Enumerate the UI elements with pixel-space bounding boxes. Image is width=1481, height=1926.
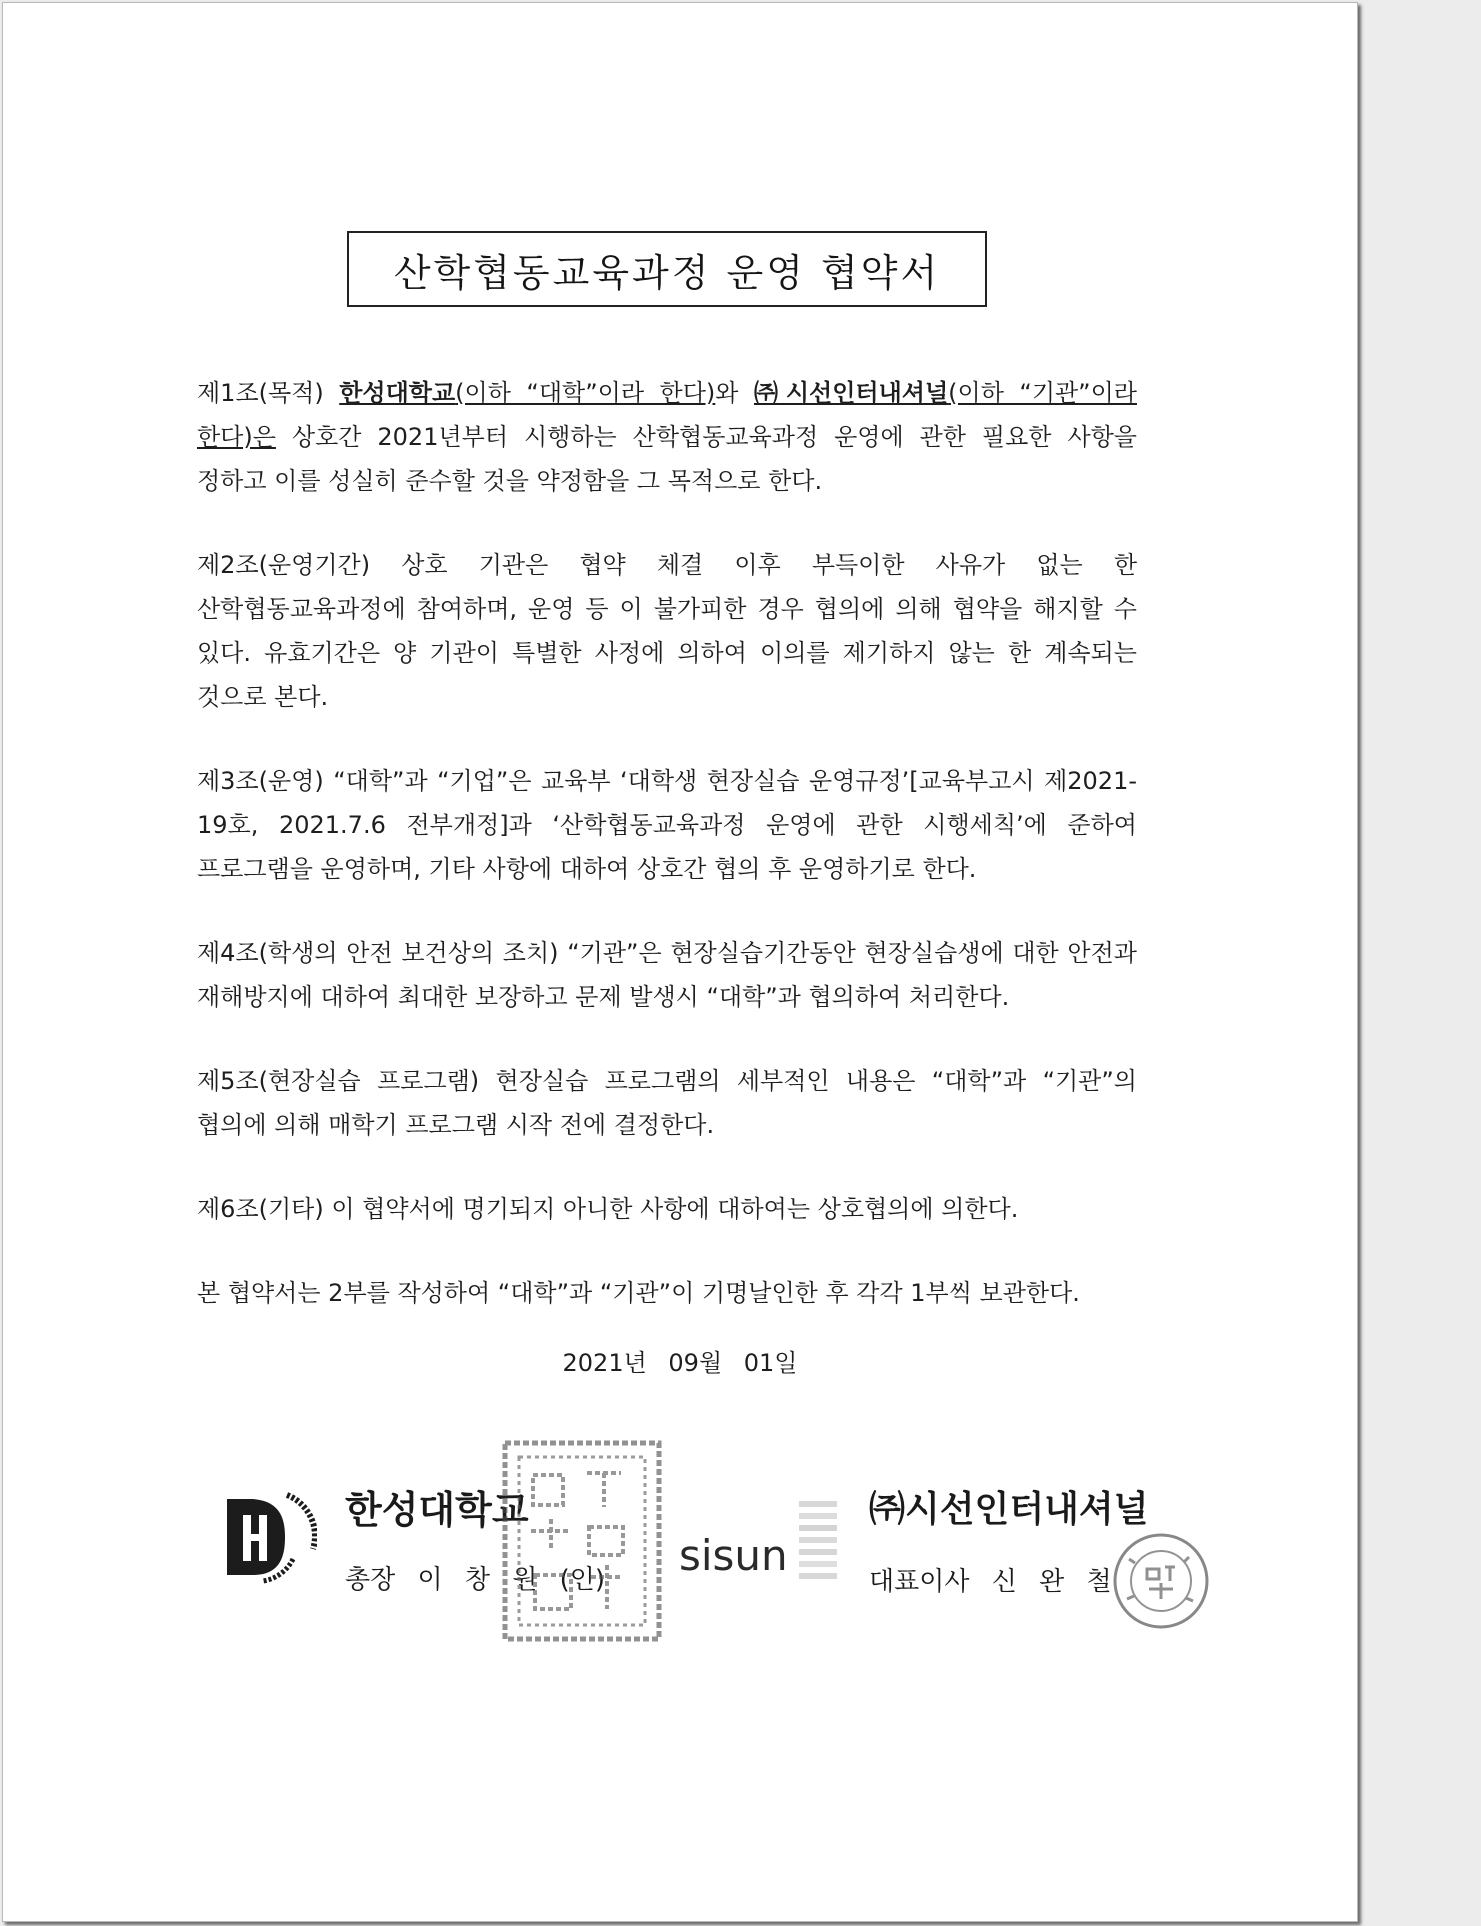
logo-stripe-decoration — [799, 1501, 837, 1583]
article-paragraph — [197, 931, 1137, 1019]
university-seal-stamp-icon — [497, 1435, 667, 1647]
article-paragraph — [197, 1271, 1137, 1315]
article-paragraph — [197, 371, 1137, 503]
article-paragraph — [197, 543, 1137, 719]
viewer-background-panel — [1369, 0, 1481, 1926]
university-representative: 총장 이 창 원 (인) — [345, 1565, 606, 1595]
article-paragraph — [197, 1187, 1137, 1231]
document-title-box — [347, 231, 987, 307]
hansung-university-logo-icon — [223, 1489, 317, 1585]
company-name: ㈜시선인터내셔널 — [869, 1489, 1149, 1530]
article-text-segment: (이하 “기관”이라 한다)은 — [197, 379, 1137, 451]
article-text-segment: 제4조(학생의 안전 보건상의 조치) “기관”은 현장실습기간동안 현장실습생에 대한 안전과 재해방지에 대하여 최대한 보장하고 문제 발생시 “대학”과 협의하여 처리한다. — [197, 939, 1137, 1011]
agreement-date: 2021년 09월 01일 — [562, 1349, 798, 1377]
document-body — [197, 371, 1137, 1355]
article-paragraph — [197, 759, 1137, 891]
company-seal-stamp-icon — [1109, 1529, 1213, 1633]
article-paragraph — [197, 1059, 1137, 1147]
university-name: 한성대학교 — [345, 1488, 529, 1532]
document-page — [2, 2, 1358, 1922]
sisun-logo: sisun — [679, 1531, 788, 1580]
article-text-segment: 한성대학교 — [339, 379, 456, 407]
article-text-segment: ㈜시선인터내셔널 — [753, 379, 949, 407]
company-representative: 대표이사 신 완 철 — [869, 1567, 1112, 1597]
article-text-segment: 제2조(운영기간) 상호 기관은 협약 체결 이후 부득이한 사유가 없는 한 산학협동교육과정에 참여하며, 운영 등 이 불가피한 경우 협의에 의해 협약을 해지할 수 있다. 유효기간은 양 기관이 특별한 사정에 의하여 이의를 제기하지 않는 한 계속되는 것으로 본다. — [197, 551, 1137, 711]
article-text-segment: 제3조(운영) “대학”과 “기업”은 교육부 ‘대학생 현장실습 운영규정’[교육부고시 제2021-19호, 2021.7.6 전부개정]과 ‘산학협동교육과정 운영에 관한 시행세칙’에 준하여 프로그램을 운영하며, 기타 사항에 대하여 상호간 협의 후 운영하기로 한다. — [197, 767, 1137, 883]
article-text-segment: 본 협약서는 2부를 작성하여 “대학”과 “기관”이 기명날인한 후 각각 1부씩 보관한다. — [197, 1279, 1080, 1307]
article-text-segment: 제5조(현장실습 프로그램) 현장실습 프로그램의 세부적인 내용은 “대학”과 “기관”의 협의에 의해 매학기 프로그램 시작 전에 결정한다. — [197, 1067, 1137, 1139]
article-text-segment: 와 — [715, 379, 754, 407]
document-title: 산학협동교육과정 운영 협약서 — [393, 250, 941, 295]
article-text-segment: 제1조(목적) — [197, 379, 340, 407]
article-text-segment: 상호간 2021년부터 시행하는 산학협동교육과정 운영에 관한 필요한 사항을 정하고 이를 성실히 준수할 것을 약정함을 그 목적으로 한다. — [197, 423, 1137, 495]
article-text-segment: (이하 “대학”이라 한다) — [455, 379, 716, 407]
article-text-segment: 제6조(기타) 이 협약서에 명기되지 아니한 사항에 대하여는 상호협의에 의한다. — [197, 1195, 1019, 1223]
